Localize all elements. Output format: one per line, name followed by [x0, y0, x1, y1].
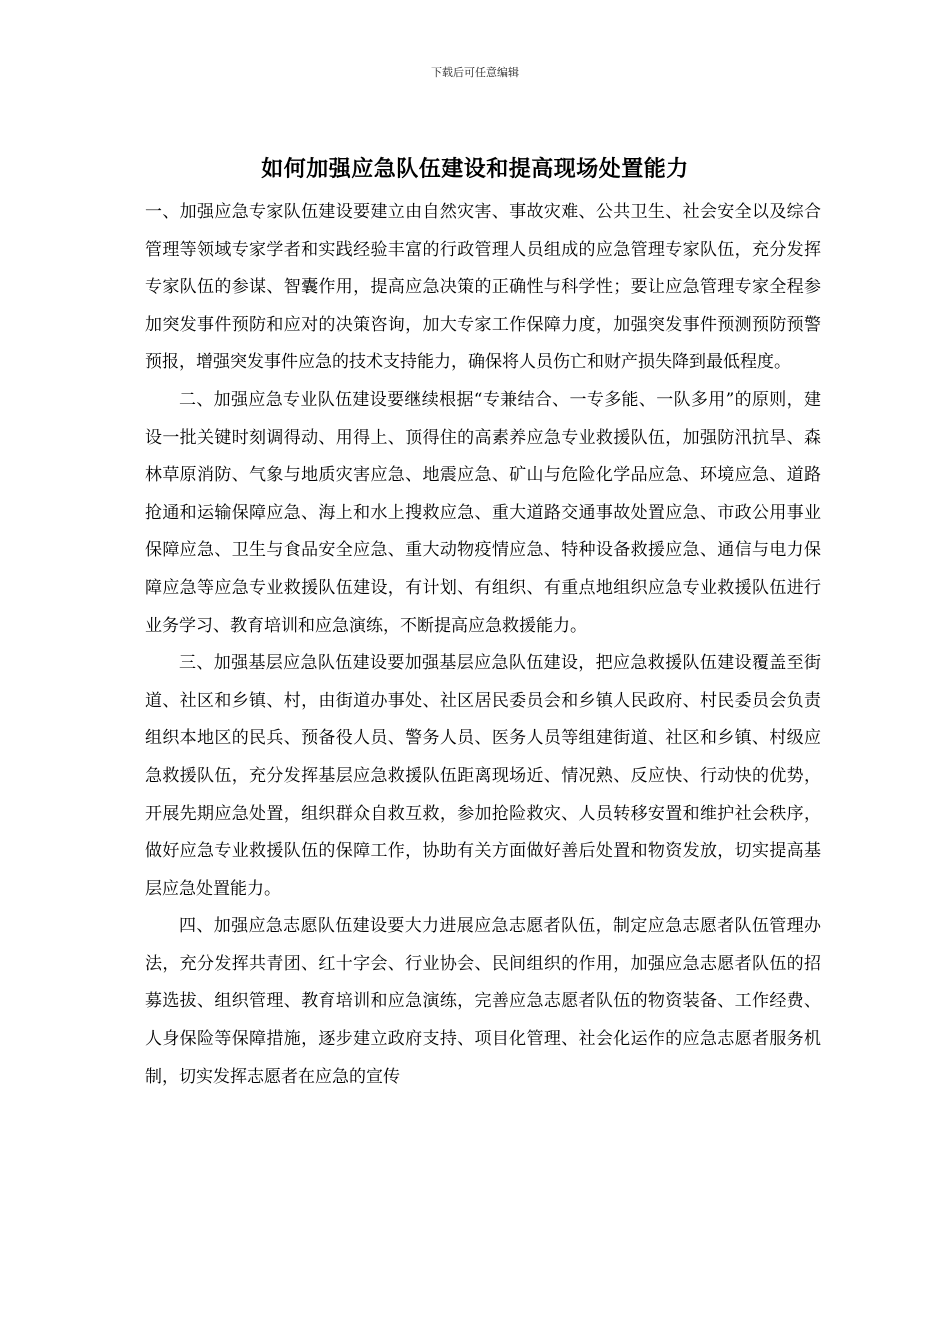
paragraph-4: 四、加强应急志愿队伍建设要大力进展应急志愿者队伍，制定应急志愿者队伍管理办法，充分发挥共青团、红十字会、行业协会、民间组织的作用，加强应急志愿者队伍的招募选拔、组织管理、教育培训和应急演练，完善应急志愿者队伍的物资装备、工作经费、人身保险等保障措施，逐步建立政府支持、项目化管理、社会化运作的应急志愿者服务机制，切实发挥志愿者在应急的宣传	[145, 916, 821, 1087]
paragraph-3: 三、加强基层应急队伍建设要加强基层应急队伍建设，把应急救援队伍建设覆盖至街道、社区和乡镇、村，由街道办事处、社区居民委员会和乡镇人民政府、村民委员会负责组织本地区的民兵、预备役人员、警务人员、医务人员等组建街道、社区和乡镇、村级应急救援队伍，充分发挥基层应急救援队伍距离现场近、情况熟、反应快、行动快的优势，开展先期应急处置，组织群众自救互救，参加抢险救灾、人员转移安置和维护社会秩序，做好应急专业救援队伍的保障工作，协助有关方面做好善后处置和物资发放，切实提高基层应急处置能力。	[145, 653, 821, 899]
document-title: 如何加强应急队伍建设和提高现场处置能力	[261, 156, 689, 182]
paragraph-2: 二、加强应急专业队伍建设要继续根据“专兼结合、一专多能、一队多用”的原则，建设一批关键时刻调得动、用得上、顶得住的高素养应急专业救援队伍，加强防汛抗旱、森林草原消防、气象与地质灾害应急、地震应急、矿山与危险化学品应急、环境应急、道路抢通和运输保障应急、海上和水上搜救应急、重大道路交通事故处置应急、市政公用事业保障应急、卫生与食品安全应急、重大动物疫情应急、特种设备救援应急、通信与电力保障应急等应急专业救援队伍建设，有计划、有组织、有重点地组织应急专业救援队伍进行业务学习、教育培训和应急演练，不断提高应急救援能力。	[145, 389, 821, 636]
document-body	[145, 194, 821, 1096]
paragraph-1: 一、加强应急专家队伍建设要建立由自然灾害、事故灾难、公共卫生、社会安全以及综合管理等领域专家学者和实践经验丰富的行政管理人员组成的应急管理专家队伍，充分发挥专家队伍的参谋、智囊作用，提高应急决策的正确性与科学性；要让应急管理专家全程参加突发事件预防和应对的决策咨询，加大专家工作保障力度，加强突发事件预测预防预警预报，增强突发事件应急的技术支持能力，确保将人员伤亡和财产损失降到最低程度。	[145, 202, 821, 373]
header-note: 下载后可任意编辑	[431, 66, 519, 79]
